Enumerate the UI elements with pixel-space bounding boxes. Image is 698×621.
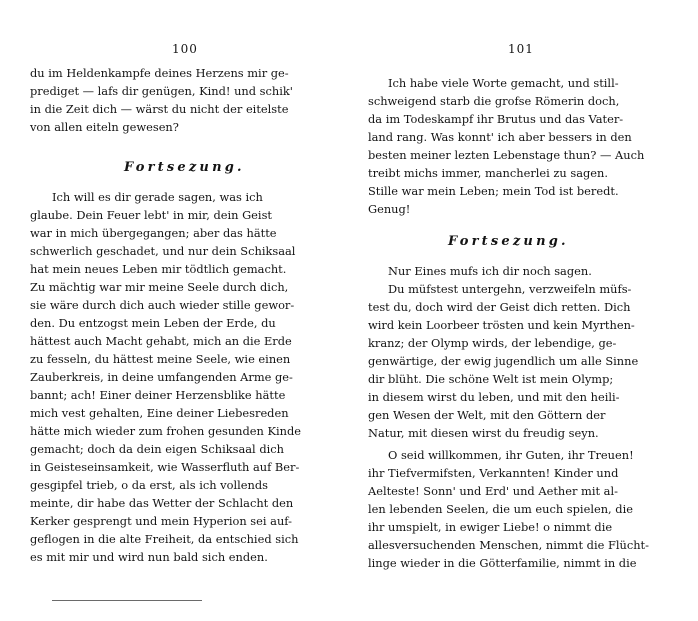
footer-rule xyxy=(52,600,202,601)
text-line: genwärtige, der ewig jugendlich um alle Sinne xyxy=(368,354,639,368)
text-line: wird kein Loorbeer trösten und kein Myrthen- xyxy=(368,318,635,332)
text-line: allesversuchenden Menschen, nimmt die Flücht- xyxy=(368,538,649,552)
text-line: sie wäre durch dich auch wieder stille gewor- xyxy=(30,298,295,312)
text-line: Nur Eines mufs ich dir noch sagen. xyxy=(388,264,592,278)
right-page xyxy=(368,0,660,621)
text-line: Kerker gesprengt und mein Hyperion sei auf- xyxy=(30,514,292,528)
page-number: 101 xyxy=(508,42,534,56)
text-line: meinte, dir habe das Wetter der Schlacht den xyxy=(30,496,294,510)
text-line: prediget — lafs dir genügen, Kind! und schik' xyxy=(30,84,293,98)
text-line: O seid willkommen, ihr Guten, ihr Treuen! xyxy=(388,448,634,462)
text-line: test du, doch wird der Geist dich retten. Dich xyxy=(368,300,631,314)
text-line: hat mein neues Leben mir tödtlich gemacht. xyxy=(30,262,287,276)
text-line: den. Du entzogst mein Leben der Erde, du xyxy=(30,316,276,330)
text-line: in die Zeit dich — wärst du nicht der eitelste xyxy=(30,102,289,116)
text-line: glaube. Dein Feuer lebt' in mir, dein Geist xyxy=(30,208,272,222)
text-line: Stille war mein Leben; mein Tod ist beredt. xyxy=(368,184,619,198)
text-line: geflogen in die alte Freiheit, da entschied sich xyxy=(30,532,299,546)
text-line: kranz; der Olymp wirds, der lebendige, ge- xyxy=(368,336,617,350)
page-number: 100 xyxy=(172,42,198,56)
text-line: dir blüht. Die schöne Welt ist mein Olymp; xyxy=(368,372,614,386)
text-line: Zauberkreis, in deine umfangenden Arme ge- xyxy=(30,370,293,384)
text-line: Ich will es dir gerade sagen, was ich xyxy=(52,190,263,204)
text-line: schwerlich geschadet, und nur dein Schiksaal xyxy=(30,244,296,258)
text-line: hättest auch Macht gehabt, mich an die Erde xyxy=(30,334,292,348)
text-line: gemacht; doch da dein eigen Schiksaal dich xyxy=(30,442,284,456)
text-line: besten meiner lezten Lebenstage thun? — Auch xyxy=(368,148,645,162)
text-line: Ich habe viele Worte gemacht, und still- xyxy=(388,76,619,90)
text-line: war in mich übergegangen; aber das hätte xyxy=(30,226,277,240)
text-line: du im Heldenkampfe deines Herzens mir ge- xyxy=(30,66,289,80)
left-page xyxy=(30,0,342,621)
text-line: in diesem wirst du leben, und mit den heili- xyxy=(368,390,620,404)
text-line: Natur, mit diesen wirst du freudig seyn. xyxy=(368,426,599,440)
text-line: treibt michs immer, mancherlei zu sagen. xyxy=(368,166,609,180)
text-line: len lebenden Seelen, die um euch spielen, die xyxy=(368,502,633,516)
text-line: von allen eiteln gewesen? xyxy=(30,120,179,134)
text-line: ihr umspielt, in ewiger Liebe! o nimmt die xyxy=(368,520,613,534)
text-line: Aelteste! Sonn' und Erd' und Aether mit al- xyxy=(368,484,618,498)
text-line: Du müfstest untergehn, verzweifeln müfs- xyxy=(388,282,632,296)
text-line: hätte mich wieder zum frohen gesunden Kinde xyxy=(30,424,302,438)
section-heading: Fortsezung. xyxy=(124,160,245,175)
text-line: Zu mächtig war mir meine Seele durch dich, xyxy=(30,280,289,294)
text-line: schweigend starb die grofse Römerin doch, xyxy=(368,94,620,108)
text-line: bannt; ach! Einer deiner Herzensblike hätte xyxy=(30,388,286,402)
text-line: es mit mir und wird nun bald sich enden. xyxy=(30,550,268,564)
text-line: gen Wesen der Welt, mit den Göttern der xyxy=(368,408,606,422)
text-line: da im Todeskampf ihr Brutus und das Vater- xyxy=(368,112,624,126)
text-line: linge wieder in die Götterfamilie, nimmt in die xyxy=(368,556,637,570)
text-line: land rang. Was konnt' ich aber bessers in den xyxy=(368,130,632,144)
text-line: ihr Tiefvermifsten, Verkannten! Kinder und xyxy=(368,466,619,480)
section-heading: Fortsezung. xyxy=(448,234,569,249)
text-line: zu fesseln, du hättest meine Seele, wie einen xyxy=(30,352,291,366)
text-line: Genug! xyxy=(368,202,411,216)
text-line: gesgipfel trieb, o da erst, als ich vollends xyxy=(30,478,268,492)
text-line: in Geisteseinsamkeit, wie Wasserfluth auf Ber- xyxy=(30,460,300,474)
text-line: mich vest gehalten, Eine deiner Liebesreden xyxy=(30,406,289,420)
